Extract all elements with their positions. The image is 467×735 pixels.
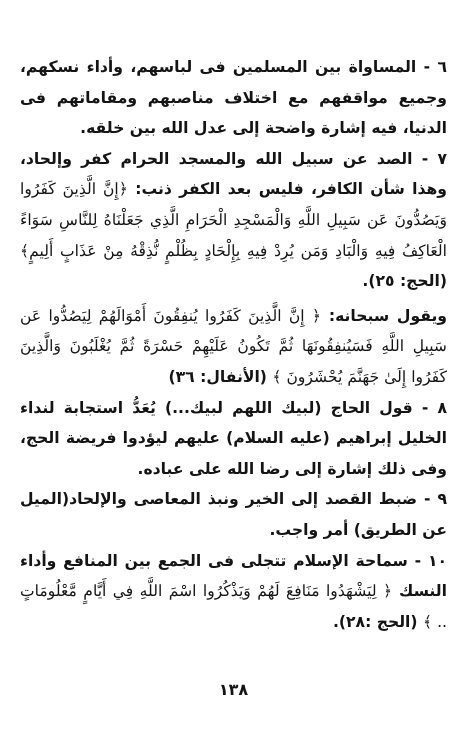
item-number: ١٠ [427,551,447,570]
item-text: ضبط القصد إلى الخير ونبذ المعاصى والإلحاد(الميل عن الطريق) أمر واجب. [20,490,447,539]
item-text: قول الحاج (لبيك اللهم لبيك...) يُعَدُّ استجابة لنداء الخليل إبراهيم (عليه السلام) عليهم ليؤدوا فريضة الحج، وفى ذلك إشارة إلى رضا الله على عباده. [20,398,447,478]
item-7-continued [20,301,447,393]
quote-reference: (الأنفال: ٣٦) [168,367,267,386]
quote-reference: (الحج: ٢٥). [362,272,447,291]
item-10 [20,546,447,638]
quran-quote: ﴿ لِيَشْهَدُوا مَنَافِعَ لَهُمْ وَيَذْكُرُوا اسْمَ اللَّهِ فِي أَيَّامٍ مَّعْلُومَاتٍ .. ﴾ [20,582,447,631]
item-number: ٨ [437,398,447,417]
item-dash: - [407,551,422,570]
item-dash: - [412,398,429,417]
quran-quote: ﴿ إِنَّ الَّذِينَ كَفَرُوا يُنفِقُونَ أَمْوَالَهُمْ لِيَصُدُّوا عَن سَبِيلِ اللَّهِ فَسَيُنفِقُونَهَا ثُمَّ تَكُونُ عَلَيْهِمْ حَسْرَةً ثُمَّ يُغْلَبُونَ وَالَّذِينَ كَفَرُوا إِلَىٰ جَهَنَّمَ يُحْشَرُونَ ﴾ [20,306,447,386]
item-9 [20,484,447,545]
item-dash: - [416,58,431,76]
page-body [20,52,447,735]
quote-reference: (الحج :٢٨). [332,612,418,631]
item-7 [20,144,447,297]
item-number: ٧ [437,149,447,168]
item-dash: - [417,490,431,509]
item-6 [20,52,447,144]
item-text: سماحة الإسلام تتجلى فى الجمع بين المنافع وأداء النسك [20,551,448,601]
item-text: الصد عن سبيل الله والمسجد الحرام كفر وإلحاد، وهذا شأن الكافر، فليس بعد الكفر ذنب: [20,149,447,199]
item-text: ويقول سبحانه: [328,306,447,325]
page-number: ١٣٨ [218,680,249,699]
item-text: المساواة بين المسلمين فى لباسهم، وأداء نسكهم، وجميع مواقفهم مع اختلاف مناصبهم ومقاماتهم فى الدنيا، فيه إشارة واضحة إلى عدل الله بين خلقه. [20,58,447,138]
item-number: ٦ [437,58,447,76]
item-8 [20,393,447,485]
quran-quote: ﴿إِنَّ الَّذِينَ كَفَرُوا وَيَصُدُّونَ عَن سَبِيلِ اللَّهِ وَالْمَسْجِدِ الْحَرَامِ الَّذِي جَعَلْنَاهُ لِلنَّاسِ سَوَاءً الْعَاكِفُ فِيهِ وَالْبَادِ وَمَن يُرِدْ فِيهِ بِإِلْحَادٍ بِظُلْمٍ نُّذِقْهُ مِنْ عَذَابٍ أَلِيمٍ﴾ [20,180,447,260]
item-number: ٩ [437,490,447,509]
item-dash: - [412,149,429,168]
